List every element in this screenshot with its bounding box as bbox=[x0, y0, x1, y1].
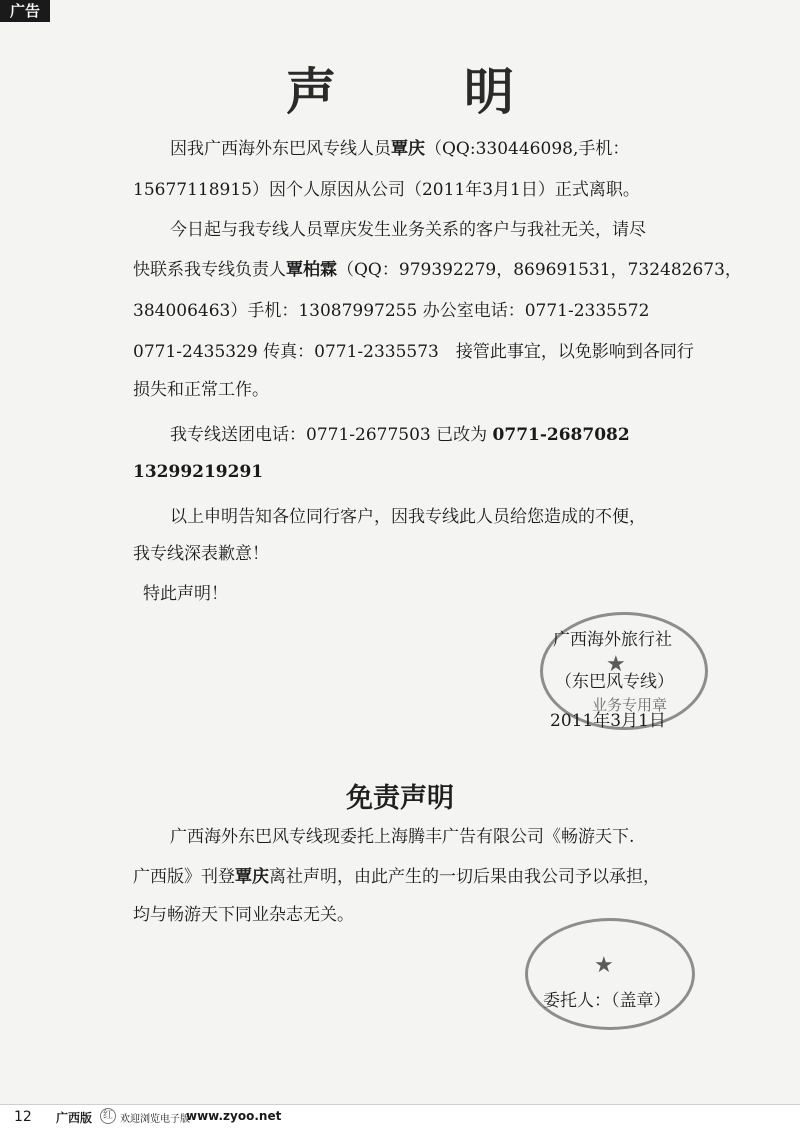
paragraph-line: 今日起与我专线人员覃庆发生业务关系的客户与我社无关，请尽 bbox=[170, 220, 646, 240]
paragraph-line bbox=[170, 423, 630, 447]
text-segment: 快联系我专线负责人 bbox=[133, 260, 286, 280]
paragraph-line: 15677118915）因个人原因从公司（2011年3月1日）正式离职。 bbox=[133, 180, 640, 200]
signature-date: 2011年3月1日 bbox=[550, 711, 666, 731]
person-name: 覃庆 bbox=[235, 867, 269, 887]
stamp-caption: 业务专用章 bbox=[592, 696, 668, 714]
disclaimer-title: 免责声明 bbox=[346, 783, 454, 814]
text-segment: 因我广西海外东巴风专线人员 bbox=[170, 139, 391, 159]
paragraph-line: 均与畅游天下同业杂志无关。 bbox=[133, 905, 354, 925]
text-segment: 广西版》刊登 bbox=[133, 867, 235, 887]
page-title: 声明 bbox=[286, 62, 642, 121]
person-name: 覃柏霖 bbox=[286, 260, 337, 280]
person-name: 覃庆 bbox=[391, 139, 425, 159]
text-segment: 我专线送团电话：0771-2677503 已改为 bbox=[170, 425, 488, 445]
paragraph-line bbox=[170, 137, 629, 161]
star-icon: ★ bbox=[594, 953, 614, 978]
paragraph-line: 以上申明告知各位同行客户，因我专线此人员给您造成的不便， bbox=[170, 507, 646, 527]
paragraph-line bbox=[133, 865, 660, 889]
star-icon: ★ bbox=[606, 652, 626, 677]
signature-dept: （东巴风专线） bbox=[555, 672, 674, 692]
edition-label: 广西版 bbox=[56, 1111, 93, 1125]
magazine-logo-icon: 红 bbox=[100, 1108, 116, 1124]
paragraph-line bbox=[133, 258, 742, 282]
text-segment: （QQ:330446098,手机： bbox=[425, 139, 630, 159]
mobile-number: 13299219291 bbox=[133, 462, 264, 482]
paragraph-line: 广西海外东巴风专线现委托上海腾丰广告有限公司《畅游天下. bbox=[170, 827, 635, 847]
paragraph-line: 我专线深表歉意！ bbox=[133, 544, 269, 564]
text-segment: 离社声明，由此产生的一切后果由我公司予以承担， bbox=[269, 867, 660, 887]
paragraph-line: 384006463）手机：13087997255 办公室电话：0771-2335572 bbox=[133, 301, 650, 321]
text-segment: （QQ：979392279，869691531，732482673， bbox=[337, 260, 742, 280]
paragraph-line: 损失和正常工作。 bbox=[133, 380, 269, 400]
page-footer bbox=[0, 1104, 800, 1128]
paragraph-line: 0771-2435329 传真：0771-2335573 接管此事宜，以免影响到各同行 bbox=[133, 342, 694, 362]
closing-line: 特此声明！ bbox=[143, 584, 228, 604]
signer-label: 委托人：（盖章） bbox=[543, 991, 671, 1011]
signature-org: 广西海外旅行社 bbox=[553, 630, 672, 650]
website-link[interactable]: www.zyoo.net bbox=[186, 1109, 282, 1123]
ad-label: 广告 bbox=[0, 0, 50, 22]
new-phone-number: 0771-2687082 bbox=[492, 425, 630, 445]
page-number: 12 bbox=[14, 1109, 32, 1125]
welcome-text: 欢迎浏览电子版 bbox=[120, 1114, 190, 1125]
